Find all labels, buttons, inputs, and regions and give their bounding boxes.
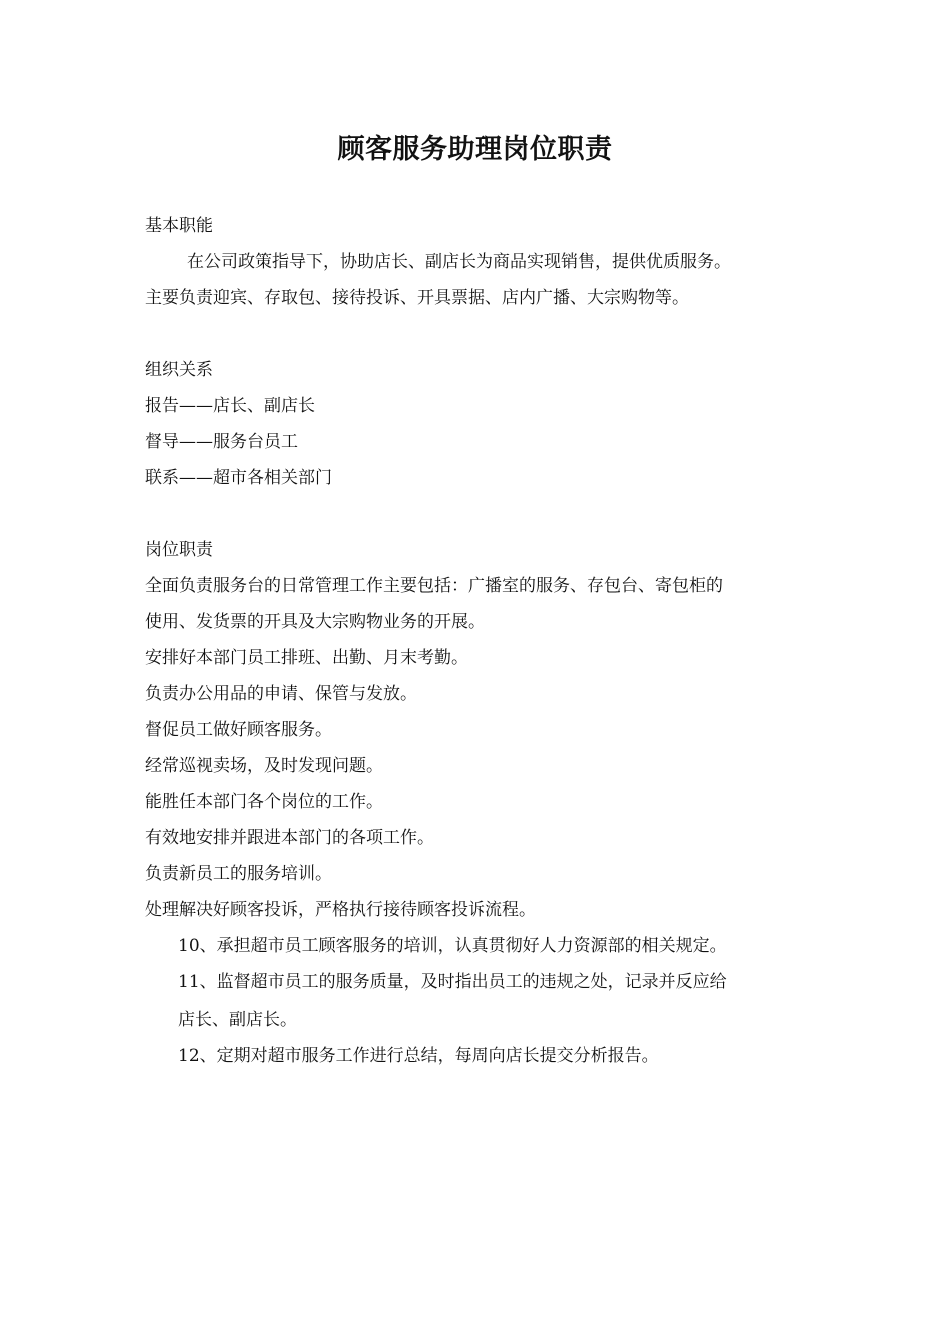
duty-item: 经常巡视卖场，及时发现问题。 — [145, 756, 383, 776]
basic-function-text-2: 主要负责迎宾、存取包、接待投诉、开具票据、店内广播、大宗购物等。 — [145, 288, 689, 308]
section-heading-organization: 组织关系 — [145, 360, 213, 380]
duty-item: 安排好本部门员工排班、出勤、月末考勤。 — [145, 648, 468, 668]
duty-item: 处理解决好顾客投诉，严格执行接待顾客投诉流程。 — [145, 900, 536, 920]
section-heading-duties: 岗位职责 — [145, 540, 213, 560]
duty-item: 负责办公用品的申请、保管与发放。 — [145, 684, 417, 704]
duty-numbered-item-10: 10、承担超市员工顾客服务的培训，认真贯彻好人力资源部的相关规定。 — [178, 936, 727, 956]
duty-numbered-item-12: 12、定期对超市服务工作进行总结，每周向店长提交分析报告。 — [178, 1046, 659, 1066]
duty-numbered-item-11: 11、监督超市员工的服务质量，及时指出员工的违规之处，记录并反应给 — [178, 972, 727, 992]
duty-numbered-item-11-cont: 店长、副店长。 — [178, 1010, 297, 1030]
section-heading-basic-function: 基本职能 — [145, 216, 213, 236]
organization-item-contact: 联系——超市各相关部门 — [145, 468, 332, 488]
duty-item: 有效地安排并跟进本部门的各项工作。 — [145, 828, 434, 848]
duty-item: 督促员工做好顾客服务。 — [145, 720, 332, 740]
duty-item: 负责新员工的服务培训。 — [145, 864, 332, 884]
organization-item-supervise: 督导——服务台员工 — [145, 432, 298, 452]
organization-item-report: 报告——店长、副店长 — [145, 396, 315, 416]
duty-item: 全面负责服务台的日常管理工作主要包括：广播室的服务、存包台、寄包柜的 — [145, 576, 723, 596]
duty-item: 能胜任本部门各个岗位的工作。 — [145, 792, 383, 812]
duty-item: 使用、发货票的开具及大宗购物业务的开展。 — [145, 612, 485, 632]
basic-function-text-1: 在公司政策指导下，协助店长、副店长为商品实现销售，提供优质服务。 — [187, 252, 731, 272]
document-title: 顾客服务助理岗位职责 — [337, 134, 613, 165]
